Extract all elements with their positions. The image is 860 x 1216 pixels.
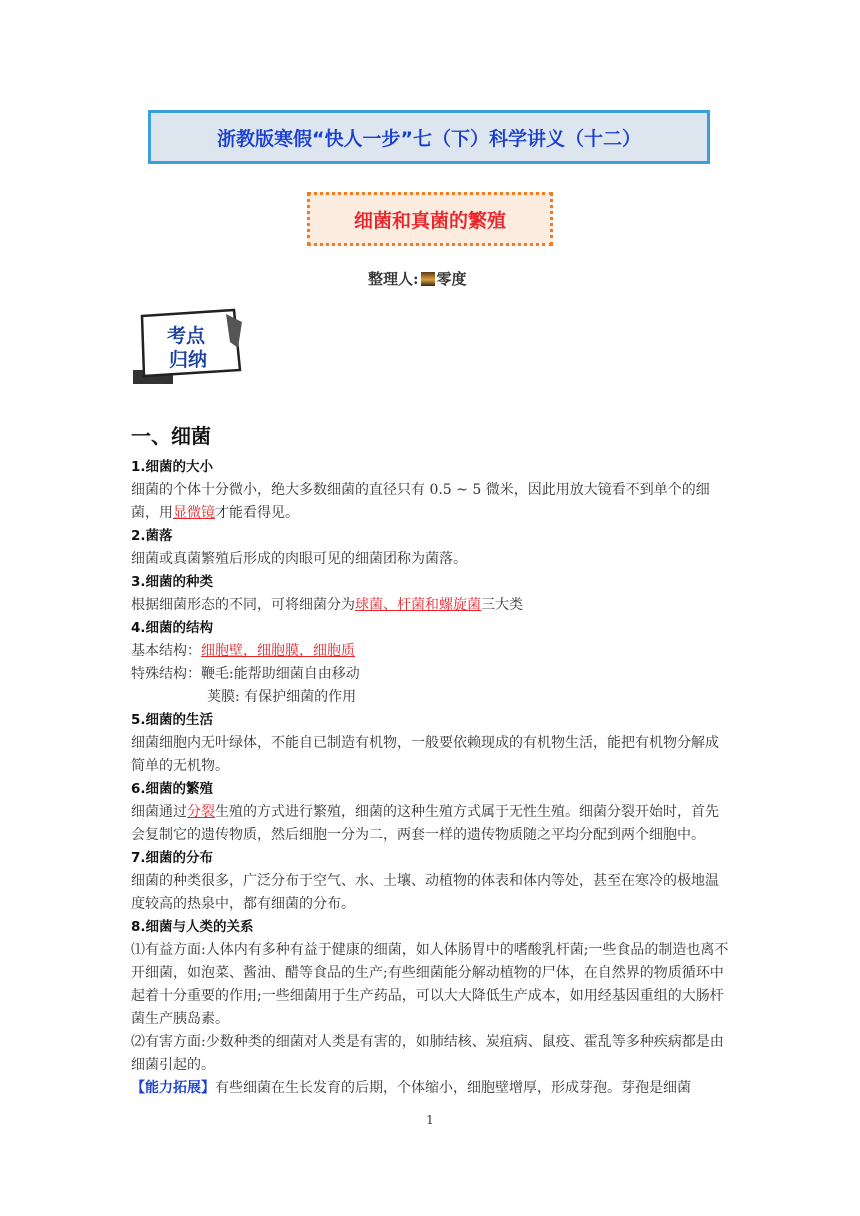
item-3-text-a: 根据细菌形态的不同，可将细菌分为	[131, 597, 355, 613]
page-number: 1	[426, 1113, 434, 1127]
item-1-highlight: 显微镜	[173, 505, 215, 521]
item-6-title: 6.细菌的繁殖	[131, 781, 214, 797]
item-8-title: 8.细菌与人类的关系	[131, 919, 254, 935]
item-3-title: 3.细菌的种类	[131, 574, 214, 590]
content-body	[131, 456, 731, 1100]
compiler-line	[368, 268, 467, 289]
item-7-title: 7.细菌的分布	[131, 850, 214, 866]
extension-paragraph	[131, 1077, 731, 1100]
item-3-text	[131, 594, 731, 617]
subtitle-box	[307, 192, 553, 246]
item-4-title: 4.细菌的结构	[131, 620, 214, 636]
item-3-text-b: 三大类	[481, 597, 523, 613]
compiler-name: 零度	[436, 270, 467, 288]
item-2-text: 细菌或真菌繁殖后形成的肉眼可见的细菌团称为菌落。	[131, 551, 467, 567]
item-6-highlight: 分裂	[187, 804, 215, 820]
section-heading: 一、细菌	[131, 424, 211, 448]
item-6-text-a: 细菌通过	[131, 804, 187, 820]
item-4-special-label: 特殊结构：	[131, 666, 201, 682]
document-title: 浙教版寒假“快人一步”七（下）科学讲义（十二）	[217, 127, 641, 150]
compiler-label: 整理人:	[368, 270, 419, 288]
item-4-basic-label: 基本结构：	[131, 643, 201, 659]
item-3-highlight: 球菌、杆菌和螺旋菌	[355, 597, 481, 613]
item-4-special	[131, 663, 731, 686]
badge-line1: 考点	[166, 325, 206, 347]
item-4-special-1: 鞭毛:能帮助细菌自由移动	[201, 666, 360, 682]
item-1-title: 1.细菌的大小	[131, 459, 214, 475]
item-4-basic	[131, 640, 731, 663]
item-4-special-2: 荚膜: 有保护细菌的作用	[207, 689, 357, 705]
item-1-text-a: 细菌的个体十分微小，绝大多数细菌的直径只有 0.5 ~ 5 微米，因此用放大镜看不到单个的细菌，用	[131, 482, 710, 521]
key-points-badge	[130, 308, 246, 388]
item-6-text-b: 生殖的方式进行繁殖，细菌的这种生殖方式属于无性生殖。细菌分裂开始时，首先会复制它的遗传物质，然后细胞一分为二，两套一样的遗传物质随之平均分配到两个细胞中。	[131, 804, 719, 843]
item-4-basic-highlight: 细胞壁，细胞膜，细胞质	[201, 643, 355, 659]
item-5-title: 5.细菌的生活	[131, 712, 214, 728]
document-title-box	[148, 110, 710, 164]
item-7-text: 细菌的种类很多，广泛分布于空气、水、土壤、动植物的体表和体内等处，甚至在寒冷的极地温度较高的热泉中，都有细菌的分布。	[131, 873, 719, 912]
item-5-text: 细菌细胞内无叶绿体，不能自已制造有机物，一般要依赖现成的有机物生活，能把有机物分解成简单的无机物。	[131, 735, 719, 774]
avatar-icon	[421, 272, 435, 286]
extension-label: 【能力拓展】	[131, 1080, 215, 1096]
badge-line2: 归纳	[168, 349, 208, 371]
item-1-text-b: 才能看得见。	[215, 505, 299, 521]
item-8-text-2: ⑵有害方面:少数种类的细菌对人类是有害的，如肺结核、炭疽病、鼠疫、霍乱等多种疾病都是由细菌引起的。	[131, 1034, 724, 1073]
extension-text: 有些细菌在生长发育的后期，个体缩小，细胞壁增厚，形成芽孢。芽孢是细菌	[215, 1080, 691, 1096]
item-8-text-1: ⑴有益方面:人体内有多种有益于健康的细菌，如人体肠胃中的嗜酸乳杆菌;一些食品的制造也离不开细菌，如泡菜、酱油、醋等食品的生产;有些细菌能分解动植物的尸体，在自然界的物质循环中起着十分重要的作用;一些细菌用于生产药品，可以大大降低生产成本，如用经基因重组的大肠杆菌生产胰岛素。	[131, 942, 729, 1027]
item-6-text	[131, 801, 731, 847]
item-1-text	[131, 479, 731, 525]
subtitle: 细菌和真菌的繁殖	[353, 209, 506, 232]
item-2-title: 2.菌落	[131, 528, 173, 544]
